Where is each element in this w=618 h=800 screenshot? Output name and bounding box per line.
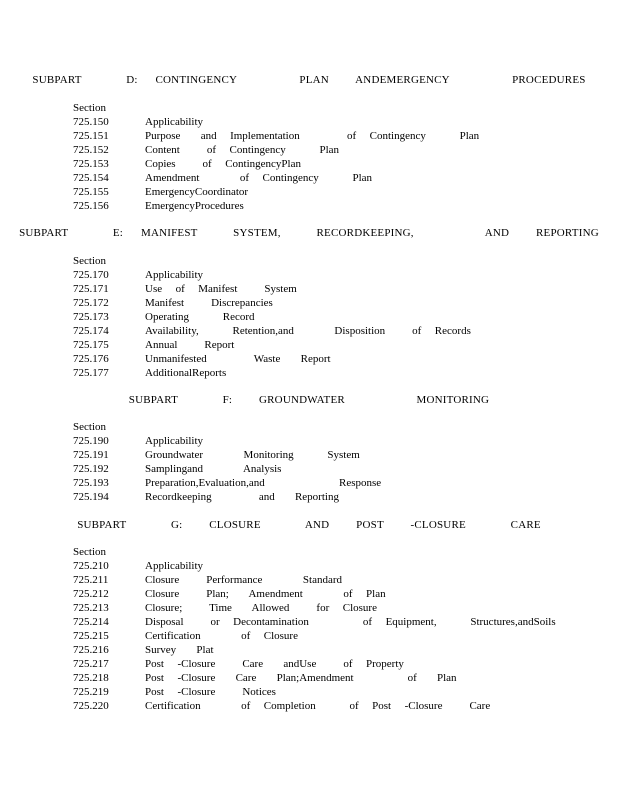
section-number: 725.219 [73,686,109,698]
section-number: 725.214 [73,616,109,628]
table-row [73,615,593,629]
section-number: 725.212 [73,588,109,600]
table-row [73,157,593,171]
section-number: 725.170 [73,269,109,281]
section-number: 725.155 [73,186,109,198]
section-description: Post -Closure Care Plan;Amendment of Plan [145,672,457,684]
section-number: 725.173 [73,311,109,323]
section-description: Applicability [145,560,204,572]
section-label: Section [73,255,106,267]
section-number: 725.177 [73,367,109,379]
table-row [73,185,593,199]
section-number: 725.217 [73,658,109,670]
table-row [73,476,593,490]
section-description: AdditionalReports [145,367,227,379]
section-description: Certification of Closure [145,630,298,642]
section-number: 725.174 [73,325,109,337]
table-row [73,699,593,713]
table-row [73,296,593,310]
table-row [73,366,593,380]
table-row [73,448,593,462]
subpart-f-section-list [73,420,593,504]
section-number: 725.211 [73,574,109,586]
section-description: Purpose and Implementation of Contingency Plan [145,130,480,142]
table-row [73,352,593,366]
table-row [73,171,593,185]
subpart-g-section-list [73,545,593,713]
table-row [73,559,593,573]
subpart-d-title: SUBPART D: CONTINGENCY PLAN ANDEMERGENCY PROCEDURES [32,74,586,86]
section-number: 725.193 [73,477,109,489]
table-row [73,462,593,476]
section-description: Survey Plat [145,644,214,656]
section-number: 725.156 [73,200,109,212]
section-description: Copies of ContingencyPlan [145,158,301,170]
section-description: Groundwater Monitoring System [145,449,360,461]
section-description: EmergencyCoordinator [145,186,249,198]
section-description: Annual Report [145,339,235,351]
section-description: Manifest Discrepancies [145,297,273,309]
table-row [73,310,593,324]
subpart-d-section-list [73,101,593,213]
section-number: 725.213 [73,602,109,614]
section-number: 725.192 [73,463,109,475]
section-description: Certification of Completion of Post -Closure Care [145,700,491,712]
section-description: Use of Manifest System [145,283,297,295]
section-number: 725.154 [73,172,109,184]
section-description: Applicability [145,269,204,281]
section-description: Disposal or Decontamination of Equipment, Structures,andSoils [145,616,556,628]
section-number: 725.175 [73,339,109,351]
table-row [73,199,593,213]
table-row [73,129,593,143]
section-number: 725.152 [73,144,109,156]
subpart-f-title: SUBPART F: GROUNDWATER MONITORING [128,394,490,406]
section-number: 725.153 [73,158,109,170]
table-row [73,268,593,282]
section-label: Section [73,546,106,558]
section-description: Recordkeeping and Reporting [145,491,339,503]
section-number: 725.172 [73,297,109,309]
section-description: EmergencyProcedures [145,200,244,212]
subpart-g-title: SUBPART G: CLOSURE AND POST -CLOSURE CARE [77,519,541,531]
table-row [73,434,593,448]
section-description: Closure Plan; Amendment of Plan [145,588,386,600]
section-description: Amendment of Contingency Plan [145,172,373,184]
section-number: 725.215 [73,630,109,642]
table-row [73,587,593,601]
section-number: 725.150 [73,116,109,128]
section-description: Unmanifested Waste Report [145,353,331,365]
table-row [73,629,593,643]
section-number: 725.194 [73,491,109,503]
section-description: Samplingand Analysis [145,463,282,475]
section-number: 725.190 [73,435,109,447]
section-number: 725.191 [73,449,109,461]
table-row [73,601,593,615]
table-row [73,643,593,657]
section-number: 725.218 [73,672,109,684]
table-row [73,657,593,671]
section-number: 725.216 [73,644,109,656]
section-label: Section [73,421,106,433]
table-row [73,490,593,504]
section-description: Operating Record [145,311,255,323]
table-row [73,115,593,129]
section-description: Applicability [145,435,204,447]
section-number: 725.210 [73,560,109,572]
section-description: Content of Contingency Plan [145,144,340,156]
section-description: Preparation,Evaluation,and Response [145,477,382,489]
table-row [73,143,593,157]
subpart-e-title: SUBPART E: MANIFEST SYSTEM, RECORDKEEPING, AND REPORTING [19,227,599,239]
section-number: 725.171 [73,283,109,295]
table-row [73,282,593,296]
section-description: Post -Closure Care andUse of Property [145,658,404,670]
table-row [73,685,593,699]
section-description: Applicability [145,116,204,128]
section-description: Closure Performance Standard [145,574,343,586]
section-number: 725.176 [73,353,109,365]
table-row [73,671,593,685]
table-row [73,324,593,338]
table-row [73,573,593,587]
section-description: Availability, Retention,and Disposition of Records [145,325,471,337]
section-number: 725.151 [73,130,109,142]
section-number: 725.220 [73,700,109,712]
subpart-e-section-list [73,254,593,380]
section-description: Closure; Time Allowed for Closure [145,602,377,614]
section-label: Section [73,102,106,114]
section-description: Post -Closure Notices [145,686,276,698]
table-row [73,338,593,352]
